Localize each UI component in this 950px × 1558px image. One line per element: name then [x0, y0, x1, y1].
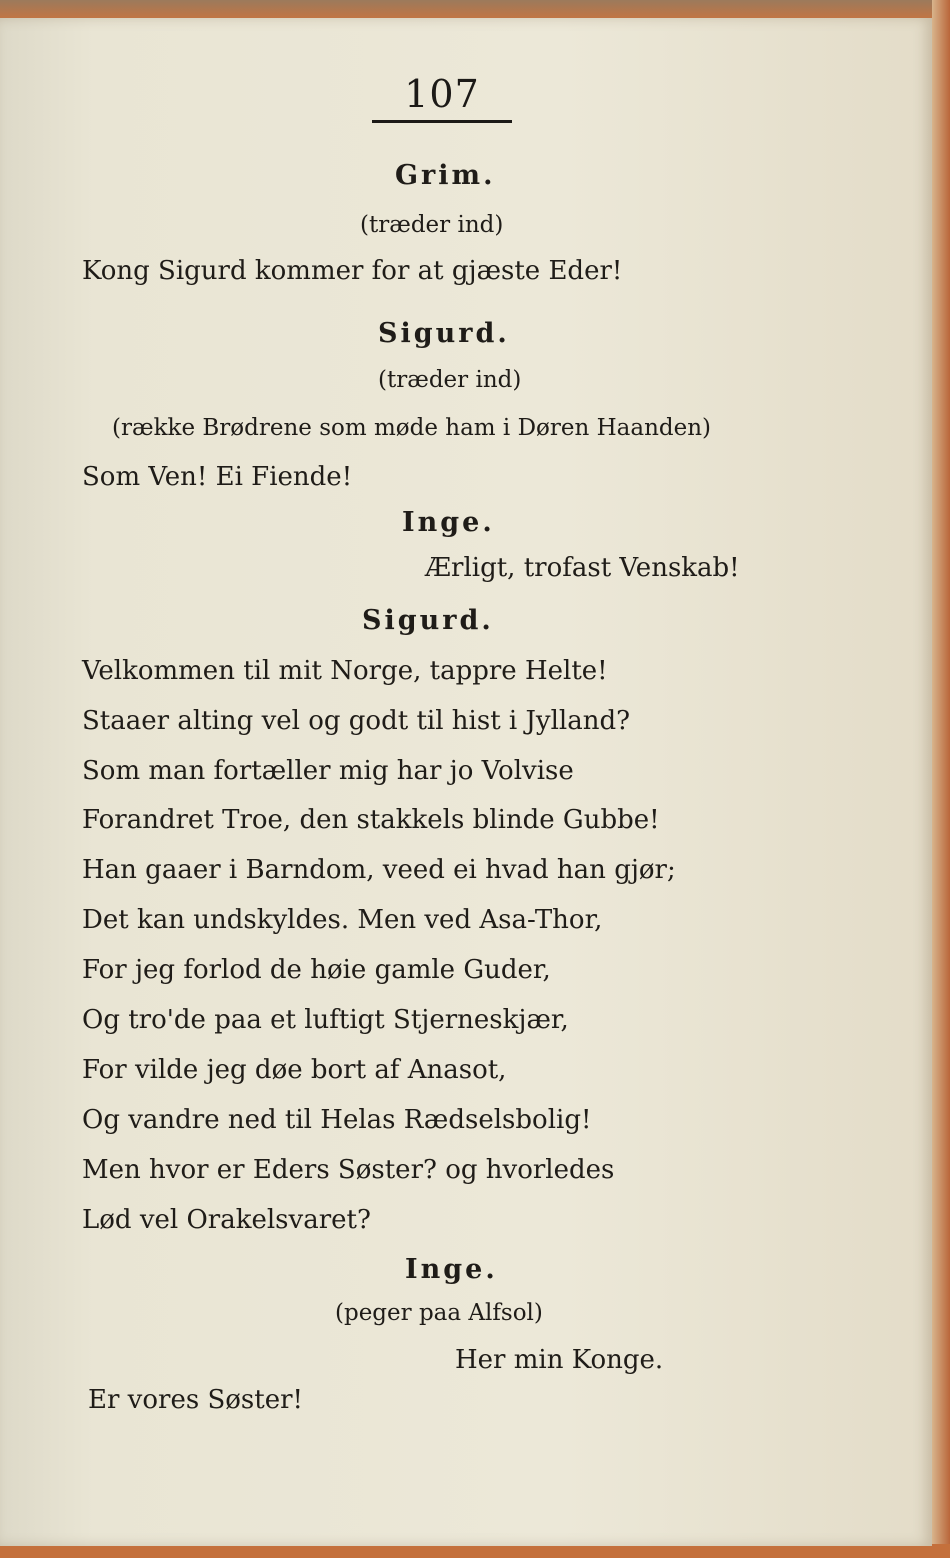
verse-line: Det kan undskyldes. Men ved Asa-Thor, [82, 905, 603, 935]
stage-direction: (række Brødrene som møde ham i Døren Haanden) [112, 415, 712, 441]
stage-direction: (peger paa Alfsol) [335, 1300, 543, 1326]
verse-line: Kong Sigurd kommer for at gjæste Eder! [82, 256, 623, 286]
verse-line: Og vandre ned til Helas Rædselsbolig! [82, 1105, 592, 1135]
verse-line: For vilde jeg døe bort af Anasot, [82, 1055, 507, 1085]
verse-line: Er vores Søster! [88, 1385, 303, 1415]
speaker-name: Sigurd. [378, 318, 510, 349]
speaker-name: Inge. [402, 507, 495, 538]
book-bottom-edge [0, 1544, 950, 1558]
verse-line: Han gaaer i Barndom, veed ei hvad han gjør; [82, 855, 676, 885]
verse-line: Forandret Troe, den stakkels blinde Gubbe! [82, 805, 660, 835]
speaker-name: Sigurd. [362, 605, 494, 636]
stage-direction: (træder ind) [378, 367, 522, 393]
verse-line: For jeg forlod de høie gamle Guder, [82, 955, 551, 985]
verse-line: Staaer alting vel og godt til hist i Jylland? [82, 706, 631, 736]
verse-line: Velkommen til mit Norge, tappre Helte! [82, 656, 608, 686]
stage-direction: (træder ind) [360, 212, 504, 238]
verse-line: Men hvor er Eders Søster? og hvorledes [82, 1155, 615, 1185]
speaker-name: Inge. [405, 1254, 498, 1285]
speaker-name: Grim. [395, 160, 496, 191]
verse-line: Her min Konge. [455, 1345, 664, 1375]
verse-line: Ærligt, trofast Venskab! [425, 553, 740, 583]
book-fore-edge [932, 0, 950, 1558]
verse-line: Lød vel Orakelsvaret? [82, 1205, 371, 1235]
verse-line: Som man fortæller mig har jo Volvise [82, 756, 574, 786]
page-number: 107 [404, 72, 480, 116]
verse-line: Som Ven! Ei Fiende! [82, 462, 353, 492]
verse-line: Og tro'de paa et luftigt Stjerneskjær, [82, 1005, 569, 1035]
page-number-rule [372, 120, 512, 123]
